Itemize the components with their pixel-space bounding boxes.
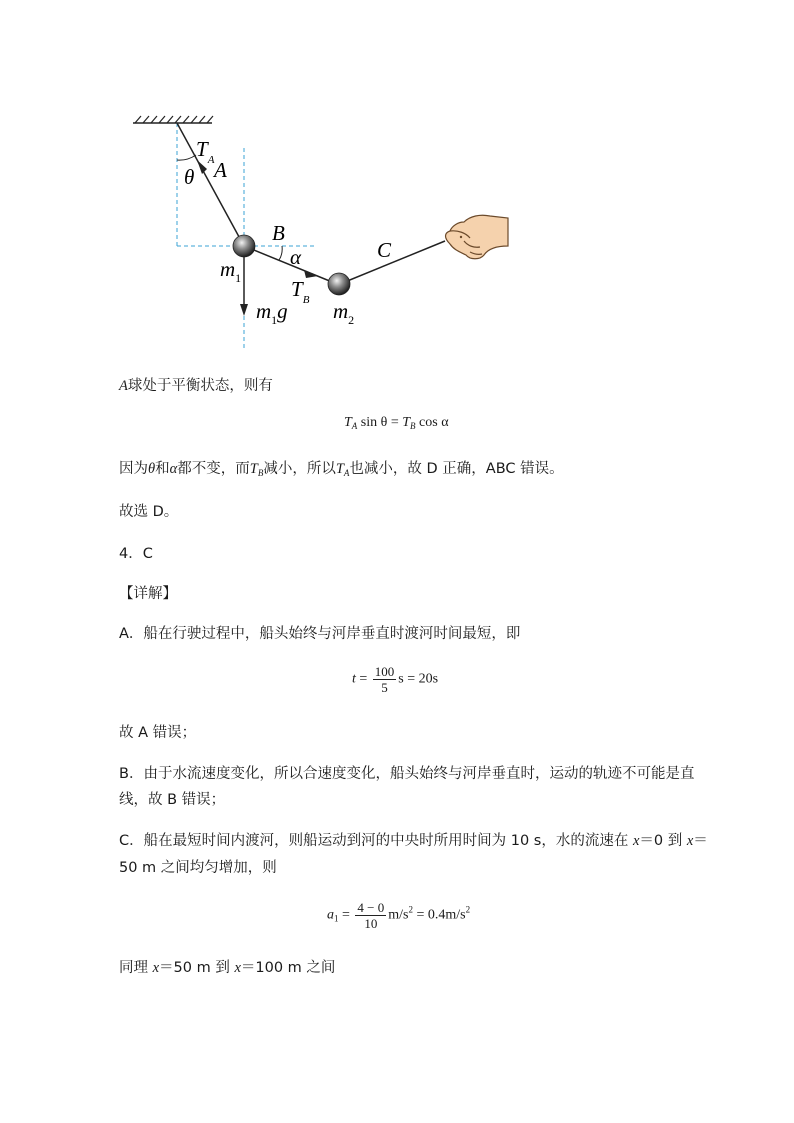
theta-arc [177,155,196,160]
label-ta: $T_A$ [196,137,215,166]
ball-m2 [328,273,350,295]
label-theta: θ [184,165,195,189]
paragraph-option-a: A．船在行驶过程中，船头始终与河岸垂直时渡河时间最短，即 [119,626,521,642]
pendulum-force-diagram [0,0,794,360]
question-number: 4．C [119,546,153,562]
paragraph-option-b-line2: 线，故 B 错误； [119,792,226,808]
label-m1: $m_1$ [220,257,242,285]
ball-m1 [233,235,255,257]
label-a-point: A [214,158,227,182]
paragraph-equilibrium: A球处于平衡状态，则有 [119,378,273,394]
section-heading-detail: 【详解】 [119,586,177,602]
equation-tension-balance: $T_A$ $\sin \theta = T_B$ cos α [344,415,449,431]
label-m1g: $m_1g$ [256,299,288,327]
label-tb: $T_B$ [291,277,310,306]
ceiling-support [133,116,213,123]
label-b-point: B [272,221,285,245]
gravity-arrowhead [240,304,248,316]
alpha-arc [279,246,282,260]
equation-acceleration: $a_1$ = $\frac{4 - 0}{10}$ $m/s^2 = 0.4m/s^2$ [327,900,471,931]
paragraph-conclusion: 因为θ和α都不变，而$T_B$减小，所以$T_A$也减小，故 D 正确，ABC 错误。 [119,461,564,478]
tension-a-arrow [197,160,207,174]
paragraph-option-c-line1: C．船在最短时间内渡河，则船运动到河的中央时所用时间为 10 s，水的流速在 x＝0 到 x＝ [119,833,708,849]
paragraph-option-b-line1: B．由于水流速度变化，所以合速度变化，船头始终与河岸垂直时，运动的轨迹不可能是直 [119,766,695,782]
string-c [340,241,445,284]
paragraph-a-wrong: 故 A 错误； [119,725,197,741]
equation-crossing-time: t = $\frac{100}{5}$ s = 20s [352,664,439,695]
tension-b-arrow [304,270,318,278]
paragraph-option-c-line2: 50 m 之间均匀增加，则 [119,860,277,876]
label-c-point: C [377,238,392,262]
label-m2: $m_2$ [333,299,355,327]
paragraph-similarly: 同理 x＝50 m 到 x＝100 m 之间 [119,960,336,976]
hand-illustration [446,215,509,259]
label-alpha: α [290,245,302,269]
answer-line: 故选 D。 [119,504,179,520]
